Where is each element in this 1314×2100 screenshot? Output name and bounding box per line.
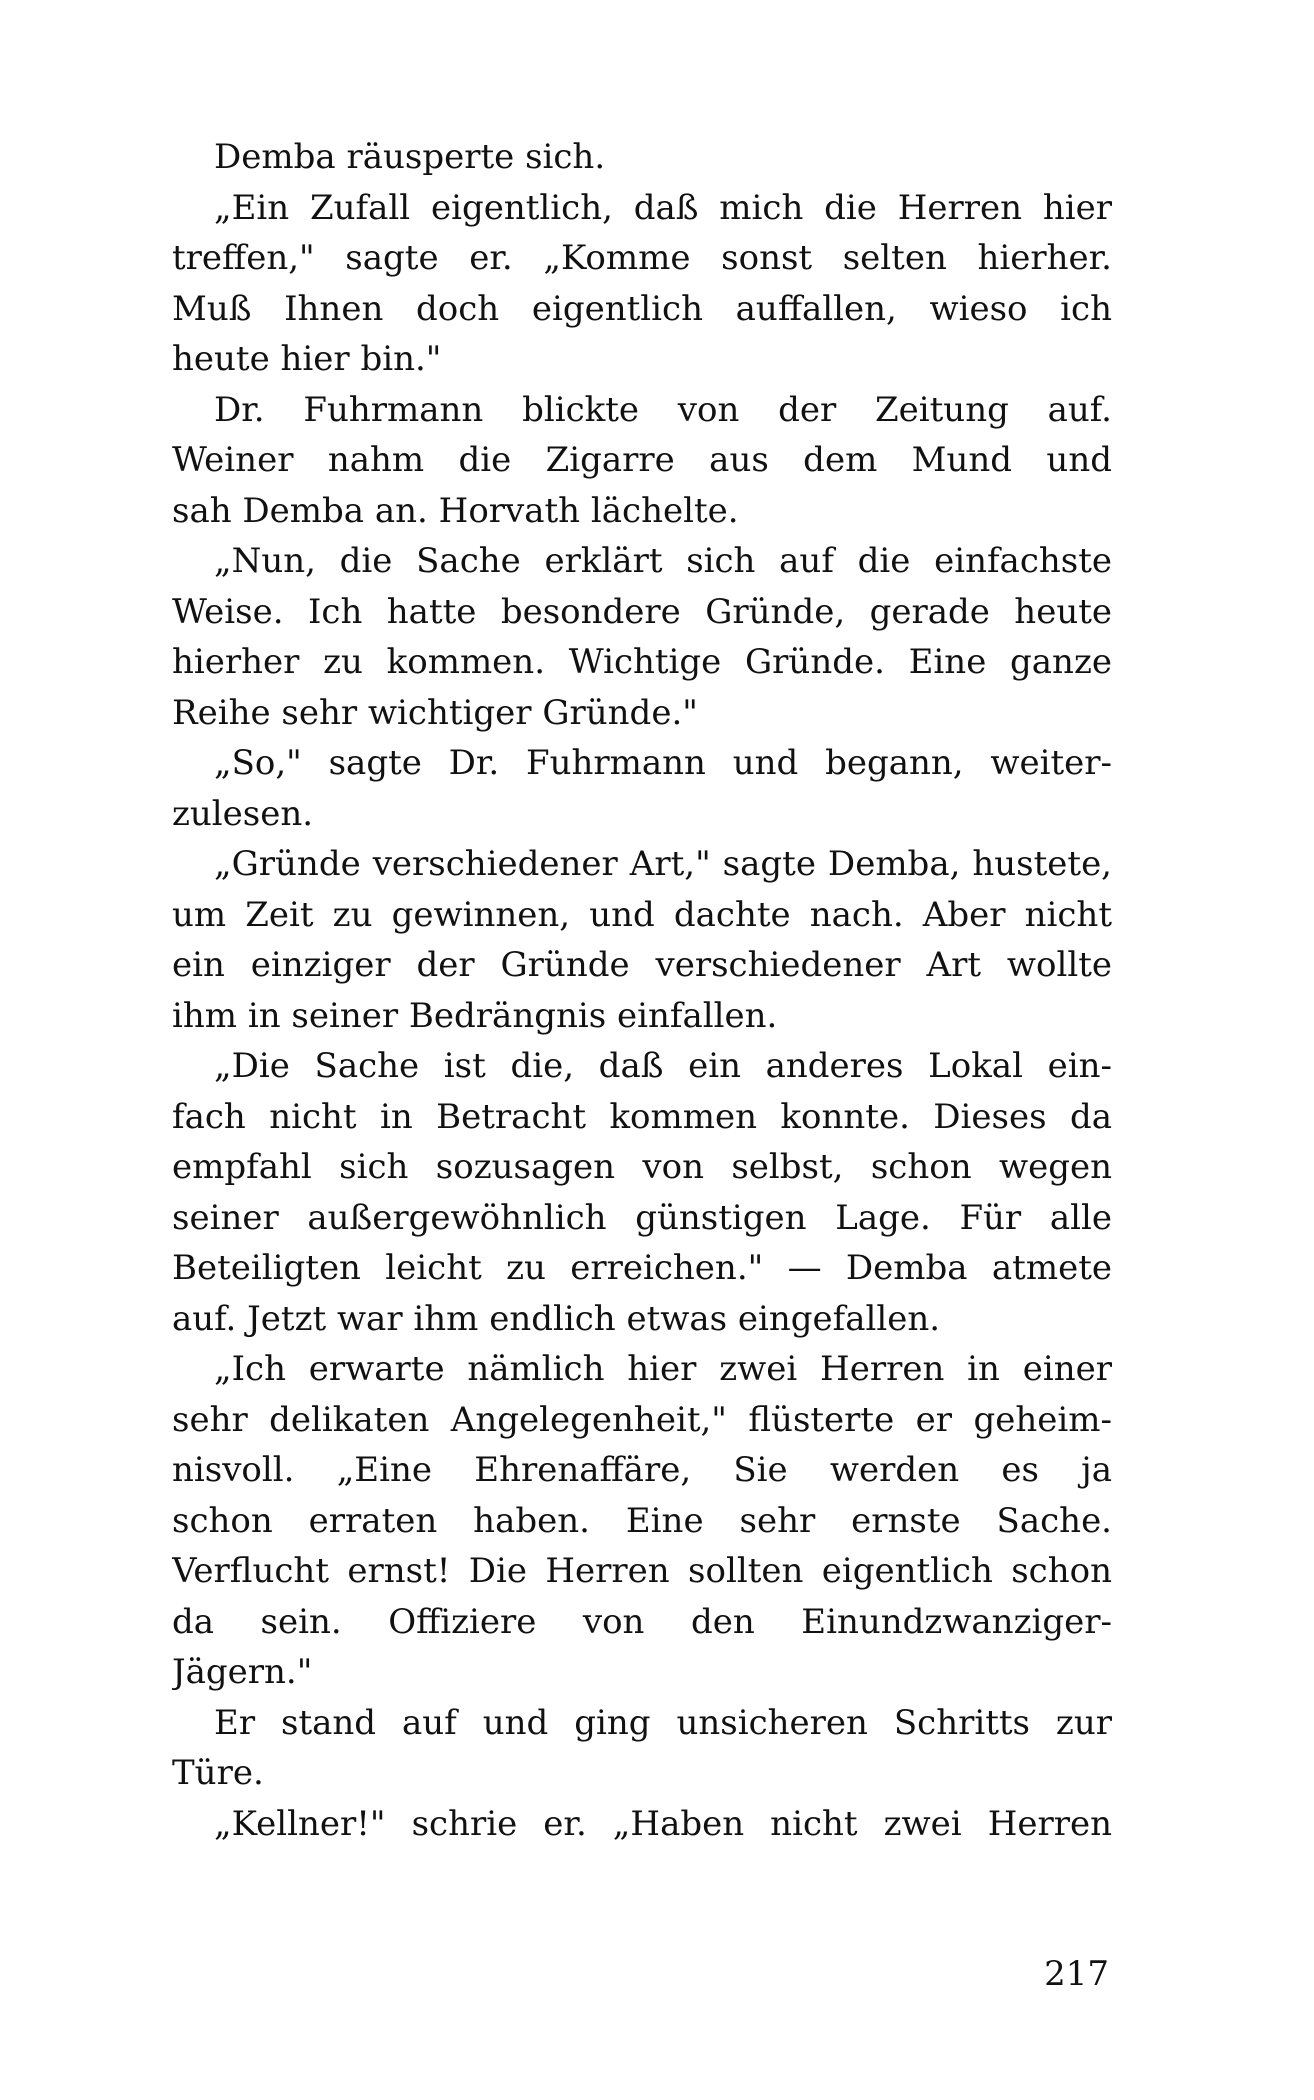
body-text <box>172 132 1112 1849</box>
text-line: ein einziger der Gründe verschiedener Art wollte <box>172 945 1112 985</box>
text-line: hierher zu kommen. Wichtige Gründe. Eine ganze <box>172 642 1112 682</box>
text-line: sah Demba an. Horvath lächelte. <box>172 490 739 531</box>
text-line: Reihe sehr wichtiger Gründe." <box>172 692 698 733</box>
text-line: Muß Ihnen doch eigentlich auffallen, wieso ich <box>172 288 1112 329</box>
text-line: „Nun, die Sache erklärt sich auf die einfachste <box>214 541 1112 581</box>
text-line: fach nicht in Betracht kommen konnte. Dieses da <box>172 1096 1112 1137</box>
text-line: Er stand auf und ging unsicheren Schritts zur <box>214 1702 1112 1743</box>
text-line: Demba räusperte sich. <box>214 137 606 177</box>
text-line: „Kellner!" schrie er. „Haben nicht zwei Herren <box>214 1803 1112 1844</box>
text-line: „So," sagte Dr. Fuhrmann und begann, weiter- <box>214 743 1112 783</box>
text-line: empfahl sich sozusagen von selbst, schon wegen <box>172 1147 1112 1187</box>
text-line: Weiner nahm die Zigarre aus dem Mund und <box>172 440 1112 480</box>
text-line: Weise. Ich hatte besondere Gründe, gerade heute <box>172 591 1112 632</box>
text-line: Jägern." <box>172 1652 313 1692</box>
text-line: zulesen. <box>172 793 314 834</box>
text-line: ihm in seiner Bedrängnis einfallen. <box>172 995 778 1036</box>
text-line: treffen," sagte er. „Komme sonst selten hierher. <box>172 238 1112 278</box>
text-line: „Ein Zufall eigentlich, daß mich die Herren hier <box>214 187 1112 228</box>
text-line: sehr delikaten Angelegenheit," flüsterte er geheim- <box>172 1399 1112 1440</box>
text-line: Türe. <box>172 1753 264 1793</box>
text-line: „Ich erwarte nämlich hier zwei Herren in einer <box>214 1349 1112 1389</box>
text-line: auf. Jetzt war ihm endlich etwas eingefallen. <box>172 1298 941 1339</box>
text-line: Beteiligten leicht zu erreichen." — Demba atmete <box>172 1248 1112 1288</box>
text-line: Dr. Fuhrmann blickte von der Zeitung auf. <box>214 389 1112 430</box>
text-line: schon erraten haben. Eine sehr ernste Sache. <box>172 1500 1112 1541</box>
text-line: „Gründe verschiedener Art," sagte Demba, hustete, <box>214 844 1112 884</box>
text-line: Verflucht ernst! Die Herren sollten eigentlich schon <box>172 1551 1112 1591</box>
page-number: 217 <box>1044 1954 1109 1994</box>
text-line: seiner außergewöhnlich günstigen Lage. Für alle <box>172 1197 1112 1238</box>
text-line: „Die Sache ist die, daß ein anderes Lokal ein- <box>214 1046 1112 1086</box>
text-line: nisvoll. „Eine Ehrenaffäre, Sie werden es ja <box>172 1450 1112 1490</box>
text-line: um Zeit zu gewinnen, und dachte nach. Aber nicht <box>172 894 1112 935</box>
text-line: heute hier bin." <box>172 339 442 379</box>
text-line: da sein. Offiziere von den Einundzwanziger- <box>172 1601 1112 1642</box>
